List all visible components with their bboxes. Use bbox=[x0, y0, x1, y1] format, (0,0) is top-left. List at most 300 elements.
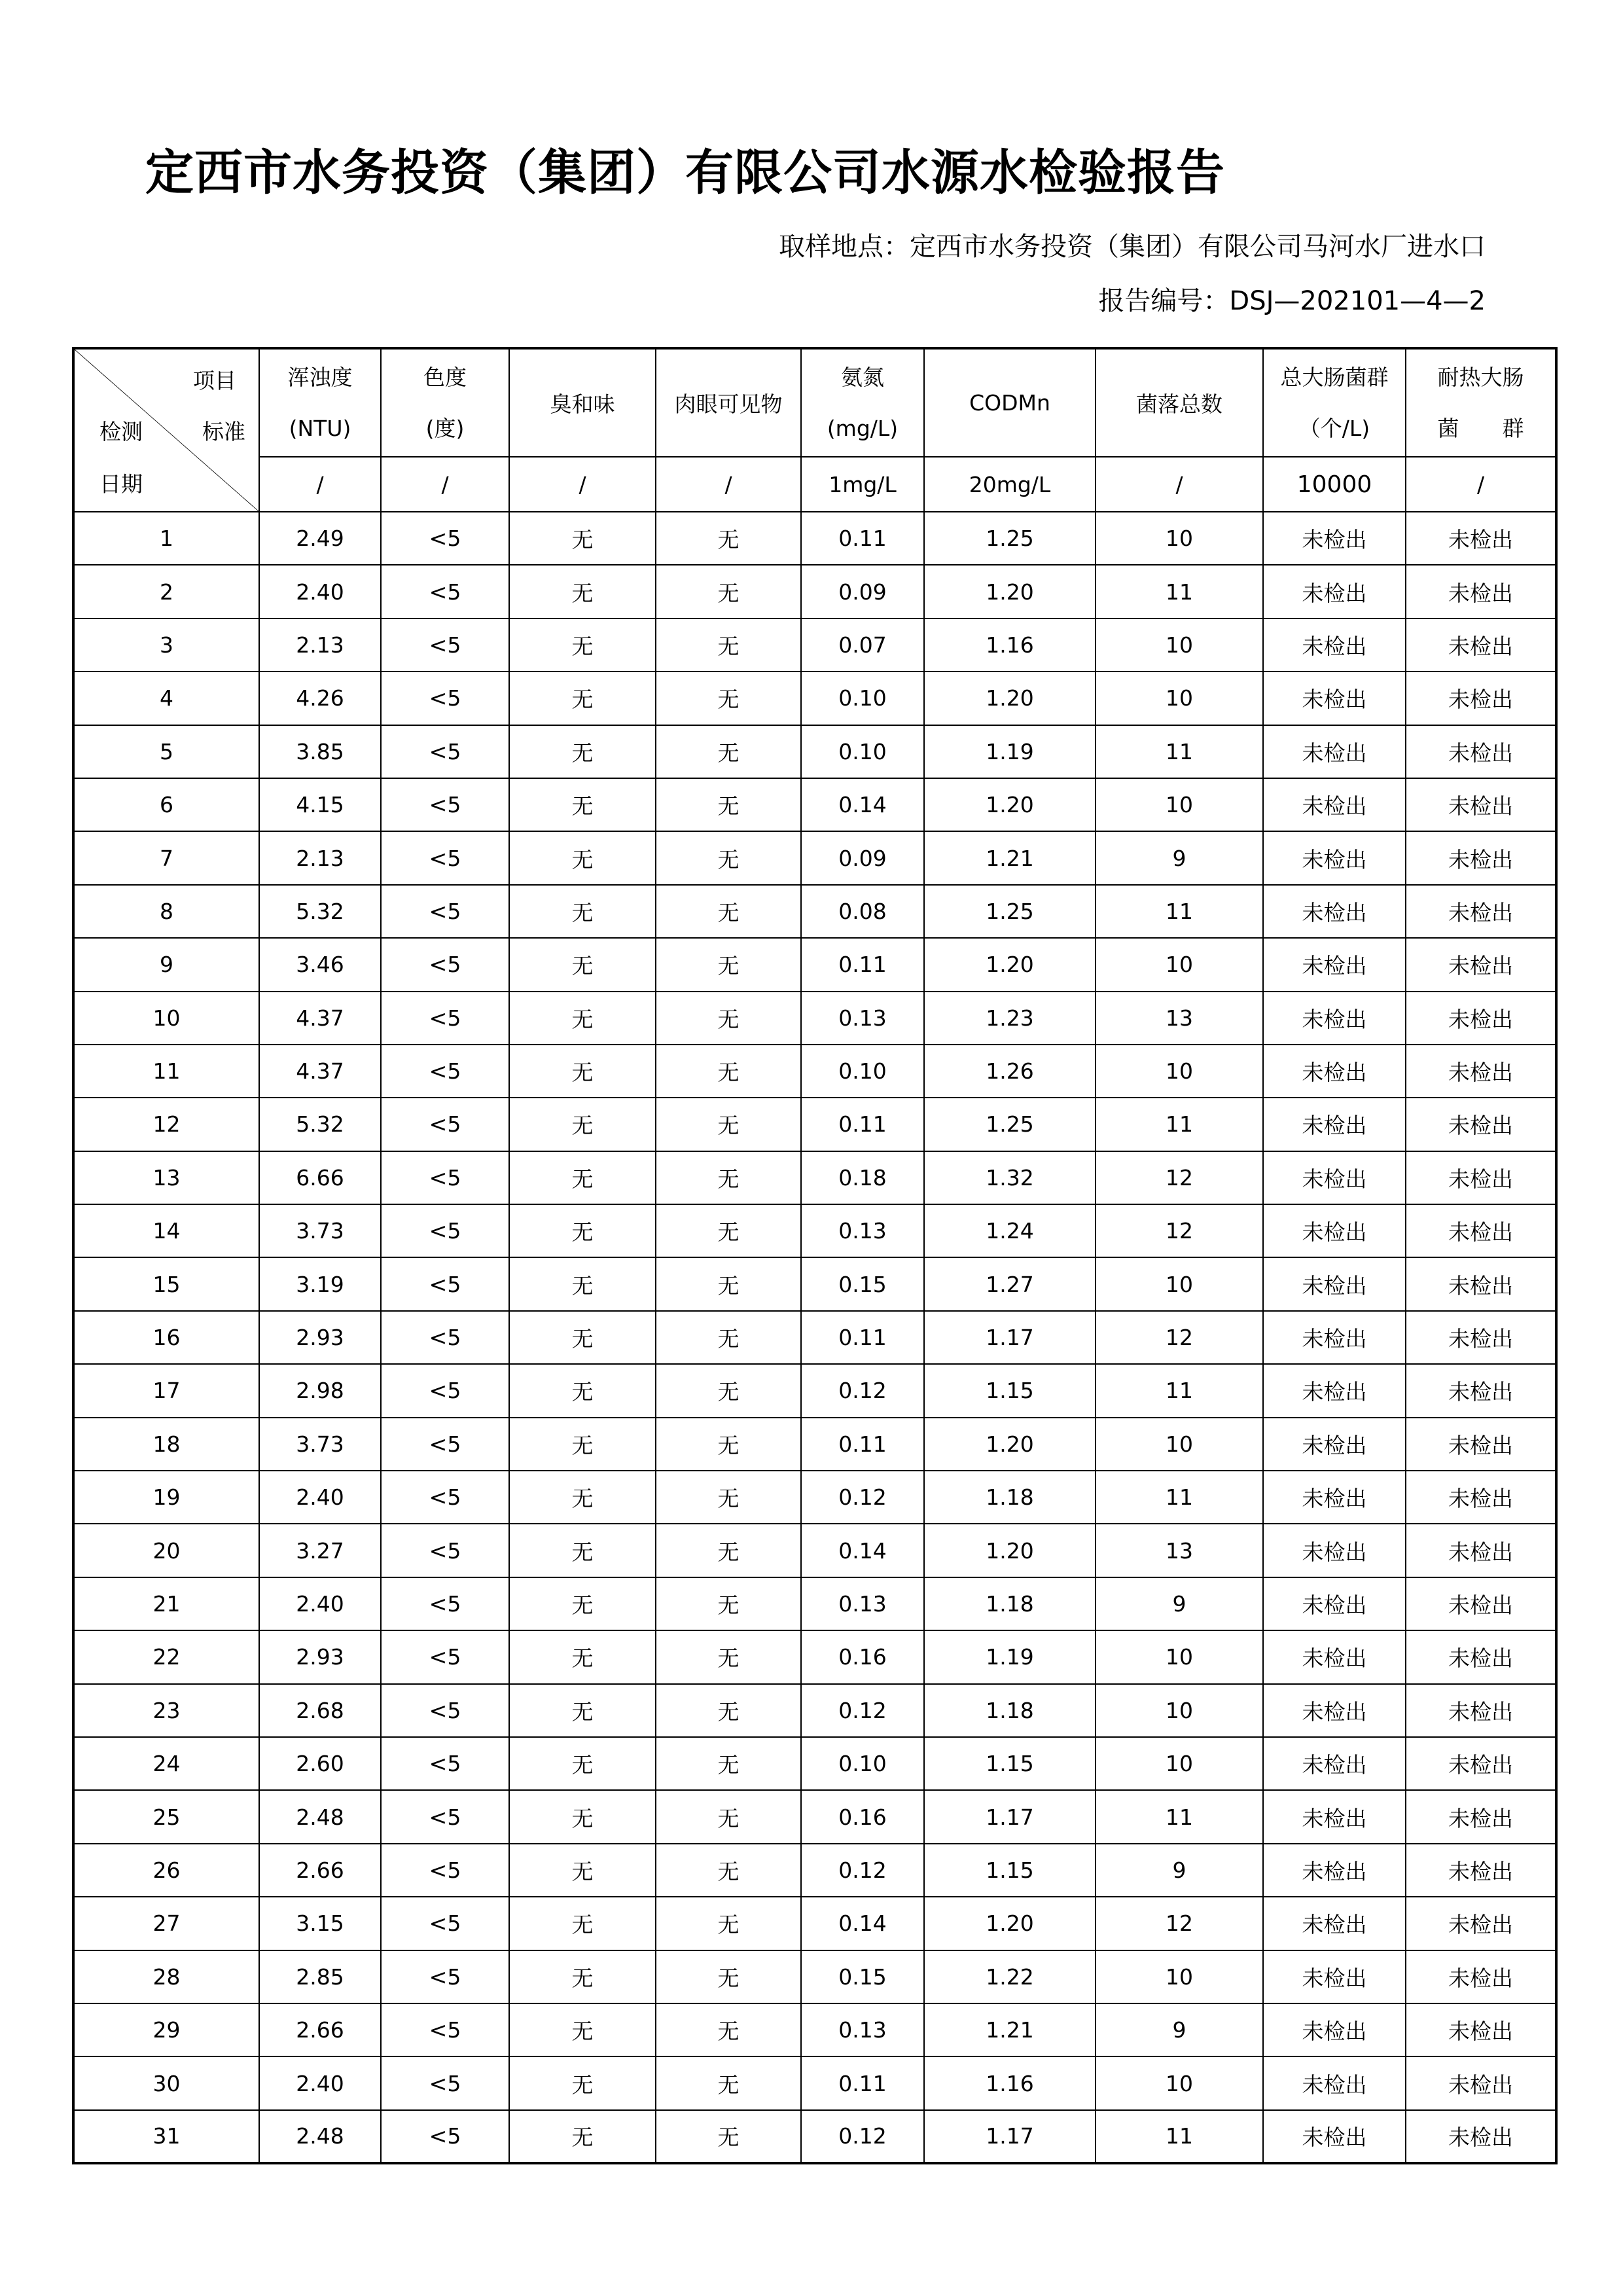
cell-codmn: 1.18 bbox=[924, 1471, 1096, 1524]
cell-thermotolerant-coliforms: 未检出 bbox=[1406, 1257, 1556, 1310]
cell-codmn: 1.17 bbox=[924, 2110, 1096, 2163]
cell-visible-matter: 无 bbox=[656, 2056, 801, 2109]
cell-visible-matter: 无 bbox=[656, 1524, 801, 1577]
cell-visible-matter: 无 bbox=[656, 1630, 801, 1683]
cell-ammonia: 0.08 bbox=[801, 885, 924, 938]
cell-odor: 无 bbox=[509, 1684, 656, 1737]
cell-day: 15 bbox=[73, 1257, 259, 1310]
cell-chroma: <5 bbox=[381, 1418, 509, 1471]
cell-chroma: <5 bbox=[381, 565, 509, 618]
diagonal-header-cell bbox=[73, 348, 259, 512]
cell-ammonia: 0.13 bbox=[801, 1204, 924, 1257]
cell-ammonia: 0.13 bbox=[801, 2003, 924, 2056]
cell-day: 7 bbox=[73, 831, 259, 884]
cell-total-coliforms: 未检出 bbox=[1263, 1257, 1406, 1310]
cell-day: 14 bbox=[73, 1204, 259, 1257]
cell-codmn: 1.20 bbox=[924, 1897, 1096, 1950]
cell-total-coliforms: 未检出 bbox=[1263, 1311, 1406, 1364]
cell-chroma: <5 bbox=[381, 1844, 509, 1897]
cell-thermotolerant-coliforms: 未检出 bbox=[1406, 672, 1556, 725]
cell-colony-count: 10 bbox=[1096, 1737, 1263, 1790]
cell-odor: 无 bbox=[509, 885, 656, 938]
cell-codmn: 1.24 bbox=[924, 1204, 1096, 1257]
cell-odor: 无 bbox=[509, 1471, 656, 1524]
table-row bbox=[73, 1524, 1556, 1577]
cell-chroma: <5 bbox=[381, 885, 509, 938]
cell-odor: 无 bbox=[509, 1950, 656, 2003]
cell-chroma: <5 bbox=[381, 672, 509, 725]
cell-thermotolerant-coliforms: 未检出 bbox=[1406, 565, 1556, 618]
cell-turbidity: 5.32 bbox=[259, 1098, 381, 1151]
col-header-total-coliforms: 总大肠菌群 （个/L) bbox=[1263, 348, 1406, 457]
table-row bbox=[73, 992, 1556, 1045]
cell-chroma: <5 bbox=[381, 2056, 509, 2109]
cell-visible-matter: 无 bbox=[656, 1311, 801, 1364]
diag-label-standard: 标准 bbox=[202, 419, 245, 444]
cell-visible-matter: 无 bbox=[656, 1204, 801, 1257]
cell-colony-count: 11 bbox=[1096, 2110, 1263, 2163]
cell-total-coliforms: 未检出 bbox=[1263, 1844, 1406, 1897]
cell-total-coliforms: 未检出 bbox=[1263, 885, 1406, 938]
table-row bbox=[73, 831, 1556, 884]
diag-label-date: 日期 bbox=[99, 471, 143, 497]
cell-chroma: <5 bbox=[381, 1790, 509, 1843]
cell-turbidity: 3.46 bbox=[259, 938, 381, 991]
cell-odor: 无 bbox=[509, 1311, 656, 1364]
cell-visible-matter: 无 bbox=[656, 1577, 801, 1630]
cell-day: 19 bbox=[73, 1471, 259, 1524]
cell-thermotolerant-coliforms: 未检出 bbox=[1406, 619, 1556, 672]
cell-turbidity: 2.60 bbox=[259, 1737, 381, 1790]
std-colony-count: / bbox=[1096, 457, 1263, 512]
table-row bbox=[73, 1311, 1556, 1364]
cell-codmn: 1.17 bbox=[924, 1311, 1096, 1364]
cell-total-coliforms: 未检出 bbox=[1263, 1471, 1406, 1524]
cell-colony-count: 9 bbox=[1096, 1577, 1263, 1630]
cell-chroma: <5 bbox=[381, 938, 509, 991]
cell-total-coliforms: 未检出 bbox=[1263, 1897, 1406, 1950]
cell-day: 5 bbox=[73, 725, 259, 778]
cell-ammonia: 0.12 bbox=[801, 2110, 924, 2163]
cell-thermotolerant-coliforms: 未检出 bbox=[1406, 1844, 1556, 1897]
table-row bbox=[73, 1950, 1556, 2003]
cell-colony-count: 13 bbox=[1096, 992, 1263, 1045]
cell-thermotolerant-coliforms: 未检出 bbox=[1406, 1418, 1556, 1471]
cell-day: 26 bbox=[73, 1844, 259, 1897]
cell-turbidity: 3.15 bbox=[259, 1897, 381, 1950]
table-body bbox=[73, 512, 1556, 2163]
cell-odor: 无 bbox=[509, 2056, 656, 2109]
cell-ammonia: 0.10 bbox=[801, 672, 924, 725]
cell-turbidity: 2.66 bbox=[259, 2003, 381, 2056]
cell-thermotolerant-coliforms: 未检出 bbox=[1406, 885, 1556, 938]
cell-turbidity: 2.13 bbox=[259, 831, 381, 884]
cell-odor: 无 bbox=[509, 565, 656, 618]
cell-day: 11 bbox=[73, 1045, 259, 1098]
cell-ammonia: 0.14 bbox=[801, 1524, 924, 1577]
cell-odor: 无 bbox=[509, 1897, 656, 1950]
table-row bbox=[73, 1257, 1556, 1310]
col-header-thermotolerant-coliforms: 耐热大肠 菌 群 bbox=[1406, 348, 1556, 457]
cell-visible-matter: 无 bbox=[656, 1257, 801, 1310]
cell-day: 3 bbox=[73, 619, 259, 672]
cell-turbidity: 3.85 bbox=[259, 725, 381, 778]
cell-visible-matter: 无 bbox=[656, 992, 801, 1045]
cell-ammonia: 0.11 bbox=[801, 1098, 924, 1151]
cell-ammonia: 0.16 bbox=[801, 1630, 924, 1683]
cell-day: 4 bbox=[73, 672, 259, 725]
cell-odor: 无 bbox=[509, 831, 656, 884]
cell-ammonia: 0.12 bbox=[801, 1684, 924, 1737]
cell-codmn: 1.23 bbox=[924, 992, 1096, 1045]
cell-colony-count: 12 bbox=[1096, 1204, 1263, 1257]
cell-visible-matter: 无 bbox=[656, 1151, 801, 1204]
std-ammonia: 1mg/L bbox=[801, 457, 924, 512]
cell-visible-matter: 无 bbox=[656, 1471, 801, 1524]
cell-total-coliforms: 未检出 bbox=[1263, 1950, 1406, 2003]
cell-odor: 无 bbox=[509, 725, 656, 778]
cell-ammonia: 0.09 bbox=[801, 831, 924, 884]
cell-day: 8 bbox=[73, 885, 259, 938]
cell-day: 18 bbox=[73, 1418, 259, 1471]
cell-visible-matter: 无 bbox=[656, 1684, 801, 1737]
cell-colony-count: 10 bbox=[1096, 1630, 1263, 1683]
cell-codmn: 1.20 bbox=[924, 778, 1096, 831]
cell-ammonia: 0.15 bbox=[801, 1257, 924, 1310]
cell-day: 24 bbox=[73, 1737, 259, 1790]
table-row bbox=[73, 1471, 1556, 1524]
cell-day: 23 bbox=[73, 1684, 259, 1737]
table-row bbox=[73, 1790, 1556, 1843]
table-row bbox=[73, 1418, 1556, 1471]
cell-colony-count: 10 bbox=[1096, 619, 1263, 672]
cell-visible-matter: 无 bbox=[656, 831, 801, 884]
cell-day: 27 bbox=[73, 1897, 259, 1950]
table-row bbox=[73, 1577, 1556, 1630]
cell-turbidity: 6.66 bbox=[259, 1151, 381, 1204]
inspection-table bbox=[72, 347, 1558, 2164]
table-row bbox=[73, 1204, 1556, 1257]
cell-chroma: <5 bbox=[381, 1524, 509, 1577]
cell-turbidity: 4.37 bbox=[259, 1045, 381, 1098]
cell-chroma: <5 bbox=[381, 1045, 509, 1098]
cell-visible-matter: 无 bbox=[656, 1844, 801, 1897]
cell-total-coliforms: 未检出 bbox=[1263, 1204, 1406, 1257]
table-row bbox=[73, 512, 1556, 565]
cell-total-coliforms: 未检出 bbox=[1263, 2003, 1406, 2056]
cell-thermotolerant-coliforms: 未检出 bbox=[1406, 1577, 1556, 1630]
cell-ammonia: 0.11 bbox=[801, 512, 924, 565]
cell-total-coliforms: 未检出 bbox=[1263, 1684, 1406, 1737]
cell-ammonia: 0.13 bbox=[801, 1577, 924, 1630]
cell-colony-count: 10 bbox=[1096, 1684, 1263, 1737]
diag-label-item: 项目 bbox=[193, 368, 236, 393]
cell-chroma: <5 bbox=[381, 725, 509, 778]
cell-thermotolerant-coliforms: 未检出 bbox=[1406, 1950, 1556, 2003]
cell-thermotolerant-coliforms: 未检出 bbox=[1406, 1897, 1556, 1950]
cell-odor: 无 bbox=[509, 992, 656, 1045]
cell-chroma: <5 bbox=[381, 1364, 509, 1417]
cell-visible-matter: 无 bbox=[656, 619, 801, 672]
cell-thermotolerant-coliforms: 未检出 bbox=[1406, 2003, 1556, 2056]
cell-colony-count: 9 bbox=[1096, 1844, 1263, 1897]
cell-chroma: <5 bbox=[381, 1204, 509, 1257]
cell-odor: 无 bbox=[509, 1151, 656, 1204]
cell-thermotolerant-coliforms: 未检出 bbox=[1406, 1045, 1556, 1098]
cell-thermotolerant-coliforms: 未检出 bbox=[1406, 778, 1556, 831]
cell-codmn: 1.22 bbox=[924, 1950, 1096, 2003]
header-row-standards bbox=[73, 457, 1556, 512]
cell-thermotolerant-coliforms: 未检出 bbox=[1406, 2110, 1556, 2163]
cell-ammonia: 0.13 bbox=[801, 992, 924, 1045]
cell-odor: 无 bbox=[509, 778, 656, 831]
cell-day: 9 bbox=[73, 938, 259, 991]
cell-day: 6 bbox=[73, 778, 259, 831]
cell-day: 20 bbox=[73, 1524, 259, 1577]
table-row bbox=[73, 1098, 1556, 1151]
cell-odor: 无 bbox=[509, 1418, 656, 1471]
cell-ammonia: 0.15 bbox=[801, 1950, 924, 2003]
cell-total-coliforms: 未检出 bbox=[1263, 1098, 1406, 1151]
cell-visible-matter: 无 bbox=[656, 1418, 801, 1471]
table-row bbox=[73, 672, 1556, 725]
cell-ammonia: 0.18 bbox=[801, 1151, 924, 1204]
cell-odor: 无 bbox=[509, 1737, 656, 1790]
cell-odor: 无 bbox=[509, 1790, 656, 1843]
cell-colony-count: 9 bbox=[1096, 831, 1263, 884]
cell-day: 13 bbox=[73, 1151, 259, 1204]
table-row bbox=[73, 1045, 1556, 1098]
cell-colony-count: 12 bbox=[1096, 1311, 1263, 1364]
cell-thermotolerant-coliforms: 未检出 bbox=[1406, 1524, 1556, 1577]
cell-total-coliforms: 未检出 bbox=[1263, 831, 1406, 884]
cell-turbidity: 2.93 bbox=[259, 1311, 381, 1364]
cell-visible-matter: 无 bbox=[656, 778, 801, 831]
cell-visible-matter: 无 bbox=[656, 1897, 801, 1950]
cell-codmn: 1.19 bbox=[924, 725, 1096, 778]
cell-turbidity: 2.13 bbox=[259, 619, 381, 672]
cell-total-coliforms: 未检出 bbox=[1263, 565, 1406, 618]
cell-thermotolerant-coliforms: 未检出 bbox=[1406, 1684, 1556, 1737]
cell-ammonia: 0.10 bbox=[801, 1737, 924, 1790]
cell-visible-matter: 无 bbox=[656, 1045, 801, 1098]
cell-visible-matter: 无 bbox=[656, 2110, 801, 2163]
cell-turbidity: 2.49 bbox=[259, 512, 381, 565]
cell-total-coliforms: 未检出 bbox=[1263, 1737, 1406, 1790]
cell-ammonia: 0.12 bbox=[801, 1364, 924, 1417]
cell-turbidity: 4.37 bbox=[259, 992, 381, 1045]
cell-colony-count: 11 bbox=[1096, 1098, 1263, 1151]
cell-colony-count: 10 bbox=[1096, 512, 1263, 565]
cell-thermotolerant-coliforms: 未检出 bbox=[1406, 725, 1556, 778]
cell-visible-matter: 无 bbox=[656, 1098, 801, 1151]
header-row-names bbox=[73, 348, 1556, 457]
cell-colony-count: 11 bbox=[1096, 1790, 1263, 1843]
cell-colony-count: 9 bbox=[1096, 2003, 1263, 2056]
cell-chroma: <5 bbox=[381, 619, 509, 672]
cell-visible-matter: 无 bbox=[656, 725, 801, 778]
cell-codmn: 1.27 bbox=[924, 1257, 1096, 1310]
cell-ammonia: 0.10 bbox=[801, 725, 924, 778]
cell-turbidity: 2.48 bbox=[259, 2110, 381, 2163]
cell-chroma: <5 bbox=[381, 1098, 509, 1151]
cell-colony-count: 10 bbox=[1096, 1950, 1263, 2003]
cell-thermotolerant-coliforms: 未检出 bbox=[1406, 938, 1556, 991]
cell-thermotolerant-coliforms: 未检出 bbox=[1406, 1311, 1556, 1364]
cell-colony-count: 10 bbox=[1096, 1257, 1263, 1310]
table-row bbox=[73, 1364, 1556, 1417]
cell-visible-matter: 无 bbox=[656, 672, 801, 725]
cell-odor: 无 bbox=[509, 1844, 656, 1897]
report-number: 报告编号：DSJ—202101—4—2 bbox=[1098, 286, 1486, 316]
cell-day: 10 bbox=[73, 992, 259, 1045]
cell-day: 28 bbox=[73, 1950, 259, 2003]
cell-chroma: <5 bbox=[381, 992, 509, 1045]
cell-codmn: 1.17 bbox=[924, 1790, 1096, 1843]
col-header-codmn: CODMn bbox=[924, 348, 1096, 457]
cell-chroma: <5 bbox=[381, 2003, 509, 2056]
col-header-odor: 臭和味 bbox=[509, 348, 656, 457]
cell-total-coliforms: 未检出 bbox=[1263, 619, 1406, 672]
cell-day: 17 bbox=[73, 1364, 259, 1417]
cell-turbidity: 3.19 bbox=[259, 1257, 381, 1310]
cell-odor: 无 bbox=[509, 1577, 656, 1630]
cell-thermotolerant-coliforms: 未检出 bbox=[1406, 1364, 1556, 1417]
cell-turbidity: 3.27 bbox=[259, 1524, 381, 1577]
cell-colony-count: 11 bbox=[1096, 725, 1263, 778]
cell-visible-matter: 无 bbox=[656, 885, 801, 938]
table-row bbox=[73, 1897, 1556, 1950]
cell-turbidity: 2.40 bbox=[259, 1471, 381, 1524]
cell-turbidity: 2.40 bbox=[259, 2056, 381, 2109]
cell-total-coliforms: 未检出 bbox=[1263, 1630, 1406, 1683]
cell-total-coliforms: 未检出 bbox=[1263, 1524, 1406, 1577]
cell-codmn: 1.25 bbox=[924, 512, 1096, 565]
table-row bbox=[73, 2110, 1556, 2163]
cell-turbidity: 4.26 bbox=[259, 672, 381, 725]
cell-odor: 无 bbox=[509, 2110, 656, 2163]
cell-total-coliforms: 未检出 bbox=[1263, 1418, 1406, 1471]
table-row bbox=[73, 619, 1556, 672]
cell-ammonia: 0.14 bbox=[801, 778, 924, 831]
cell-visible-matter: 无 bbox=[656, 938, 801, 991]
cell-odor: 无 bbox=[509, 1098, 656, 1151]
cell-ammonia: 0.12 bbox=[801, 1844, 924, 1897]
cell-odor: 无 bbox=[509, 2003, 656, 2056]
cell-total-coliforms: 未检出 bbox=[1263, 1577, 1406, 1630]
cell-chroma: <5 bbox=[381, 1257, 509, 1310]
cell-thermotolerant-coliforms: 未检出 bbox=[1406, 1737, 1556, 1790]
cell-visible-matter: 无 bbox=[656, 512, 801, 565]
std-turbidity: / bbox=[259, 457, 381, 512]
std-visible-matter: / bbox=[656, 457, 801, 512]
table-row bbox=[73, 938, 1556, 991]
cell-turbidity: 2.66 bbox=[259, 1844, 381, 1897]
cell-total-coliforms: 未检出 bbox=[1263, 1790, 1406, 1843]
cell-turbidity: 2.40 bbox=[259, 565, 381, 618]
cell-turbidity: 2.40 bbox=[259, 1577, 381, 1630]
std-thermotolerant-coliforms: / bbox=[1406, 457, 1556, 512]
cell-turbidity: 2.48 bbox=[259, 1790, 381, 1843]
cell-total-coliforms: 未检出 bbox=[1263, 2110, 1406, 2163]
cell-codmn: 1.20 bbox=[924, 1524, 1096, 1577]
table-row bbox=[73, 885, 1556, 938]
col-header-visible-matter: 肉眼可见物 bbox=[656, 348, 801, 457]
cell-day: 25 bbox=[73, 1790, 259, 1843]
diag-label-check: 检测 bbox=[99, 419, 143, 444]
cell-turbidity: 2.68 bbox=[259, 1684, 381, 1737]
cell-day: 31 bbox=[73, 2110, 259, 2163]
cell-colony-count: 10 bbox=[1096, 672, 1263, 725]
cell-chroma: <5 bbox=[381, 1577, 509, 1630]
table-row bbox=[73, 2056, 1556, 2109]
cell-colony-count: 10 bbox=[1096, 1045, 1263, 1098]
table-row bbox=[73, 1684, 1556, 1737]
col-header-ammonia: 氨氮 (mg/L) bbox=[801, 348, 924, 457]
cell-odor: 无 bbox=[509, 938, 656, 991]
cell-chroma: <5 bbox=[381, 831, 509, 884]
cell-chroma: <5 bbox=[381, 1737, 509, 1790]
cell-ammonia: 0.14 bbox=[801, 1897, 924, 1950]
cell-visible-matter: 无 bbox=[656, 565, 801, 618]
std-codmn: 20mg/L bbox=[924, 457, 1096, 512]
cell-colony-count: 10 bbox=[1096, 938, 1263, 991]
cell-colony-count: 10 bbox=[1096, 778, 1263, 831]
cell-odor: 无 bbox=[509, 1630, 656, 1683]
table-row bbox=[73, 565, 1556, 618]
cell-day: 30 bbox=[73, 2056, 259, 2109]
cell-turbidity: 2.93 bbox=[259, 1630, 381, 1683]
cell-codmn: 1.15 bbox=[924, 1364, 1096, 1417]
cell-codmn: 1.19 bbox=[924, 1630, 1096, 1683]
cell-visible-matter: 无 bbox=[656, 1950, 801, 2003]
cell-odor: 无 bbox=[509, 1524, 656, 1577]
cell-chroma: <5 bbox=[381, 2110, 509, 2163]
cell-turbidity: 4.15 bbox=[259, 778, 381, 831]
cell-codmn: 1.20 bbox=[924, 1418, 1096, 1471]
table-row bbox=[73, 778, 1556, 831]
cell-colony-count: 11 bbox=[1096, 885, 1263, 938]
std-odor: / bbox=[509, 457, 656, 512]
cell-codmn: 1.15 bbox=[924, 1844, 1096, 1897]
cell-colony-count: 10 bbox=[1096, 1418, 1263, 1471]
cell-thermotolerant-coliforms: 未检出 bbox=[1406, 1098, 1556, 1151]
sampling-location: 取样地点：定西市水务投资（集团）有限公司马河水厂进水口 bbox=[779, 232, 1486, 262]
cell-colony-count: 11 bbox=[1096, 1471, 1263, 1524]
cell-day: 1 bbox=[73, 512, 259, 565]
cell-colony-count: 10 bbox=[1096, 2056, 1263, 2109]
cell-turbidity: 2.85 bbox=[259, 1950, 381, 2003]
cell-day: 22 bbox=[73, 1630, 259, 1683]
std-chroma: / bbox=[381, 457, 509, 512]
cell-turbidity: 3.73 bbox=[259, 1204, 381, 1257]
cell-day: 29 bbox=[73, 2003, 259, 2056]
cell-thermotolerant-coliforms: 未检出 bbox=[1406, 2056, 1556, 2109]
cell-total-coliforms: 未检出 bbox=[1263, 1151, 1406, 1204]
cell-odor: 无 bbox=[509, 619, 656, 672]
cell-thermotolerant-coliforms: 未检出 bbox=[1406, 1151, 1556, 1204]
table-row bbox=[73, 725, 1556, 778]
cell-chroma: <5 bbox=[381, 1684, 509, 1737]
cell-ammonia: 0.16 bbox=[801, 1790, 924, 1843]
cell-odor: 无 bbox=[509, 512, 656, 565]
cell-codmn: 1.25 bbox=[924, 1098, 1096, 1151]
cell-codmn: 1.18 bbox=[924, 1577, 1096, 1630]
cell-chroma: <5 bbox=[381, 1471, 509, 1524]
cell-total-coliforms: 未检出 bbox=[1263, 938, 1406, 991]
cell-odor: 无 bbox=[509, 672, 656, 725]
table-row bbox=[73, 1151, 1556, 1204]
